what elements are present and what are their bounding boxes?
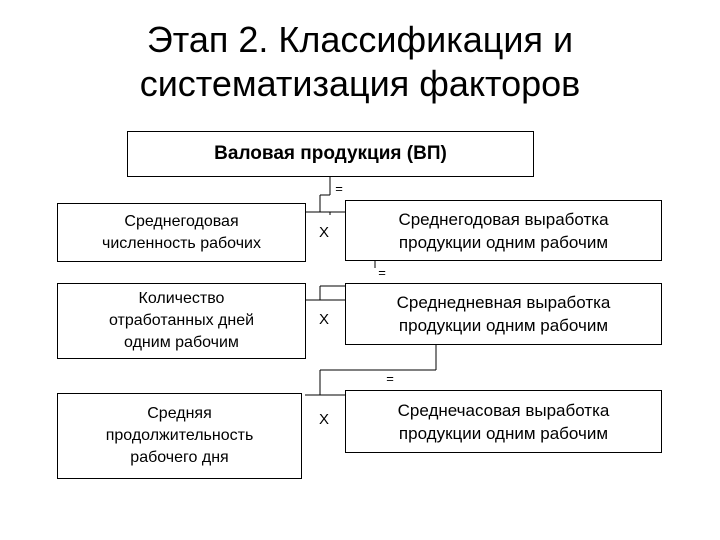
title-line-1: Этап 2. Классификация и <box>146 19 574 60</box>
left-box-avg-workers <box>57 203 306 262</box>
right-box-line: Среднедневная выработка <box>396 293 611 312</box>
right-box-line: продукции одним рабочим <box>398 423 609 443</box>
multiply-sign: Х <box>318 224 329 241</box>
left-box-line: отработанных дней <box>108 312 255 329</box>
left-box-line: Средняя <box>147 405 212 422</box>
equals-sign: = <box>386 371 394 386</box>
equals-sign: = <box>378 265 386 280</box>
left-box-line: рабочего дня <box>130 449 229 466</box>
right-box-hourly-output <box>345 390 662 453</box>
title-line-2: систематизация факторов <box>139 63 581 104</box>
right-box-annual-output <box>345 200 662 261</box>
top-box-gross-output <box>127 131 534 177</box>
right-box-line: продукции одним рабочим <box>398 232 609 252</box>
right-box-line: Среднегодовая выработка <box>398 209 609 229</box>
equals-sign: = <box>335 181 343 196</box>
left-box-line: одним рабочим <box>124 334 239 351</box>
left-box-workday-length <box>57 393 302 479</box>
right-box-line: Среднечасовая выработка <box>397 400 610 420</box>
left-box-line: Количество <box>138 290 225 307</box>
right-box-daily-output <box>345 283 662 345</box>
left-box-line: численность рабочих <box>102 234 261 252</box>
right-box-line: продукции одним рабочим <box>398 316 609 335</box>
top-box-label: Валовая продукция (ВП) <box>214 143 447 164</box>
left-box-days-worked <box>57 283 306 359</box>
multiply-sign: Х <box>318 311 329 328</box>
multiply-sign: Х <box>318 411 329 428</box>
left-box-line: продолжительность <box>105 427 254 444</box>
left-box-line: Среднегодовая <box>124 212 239 230</box>
